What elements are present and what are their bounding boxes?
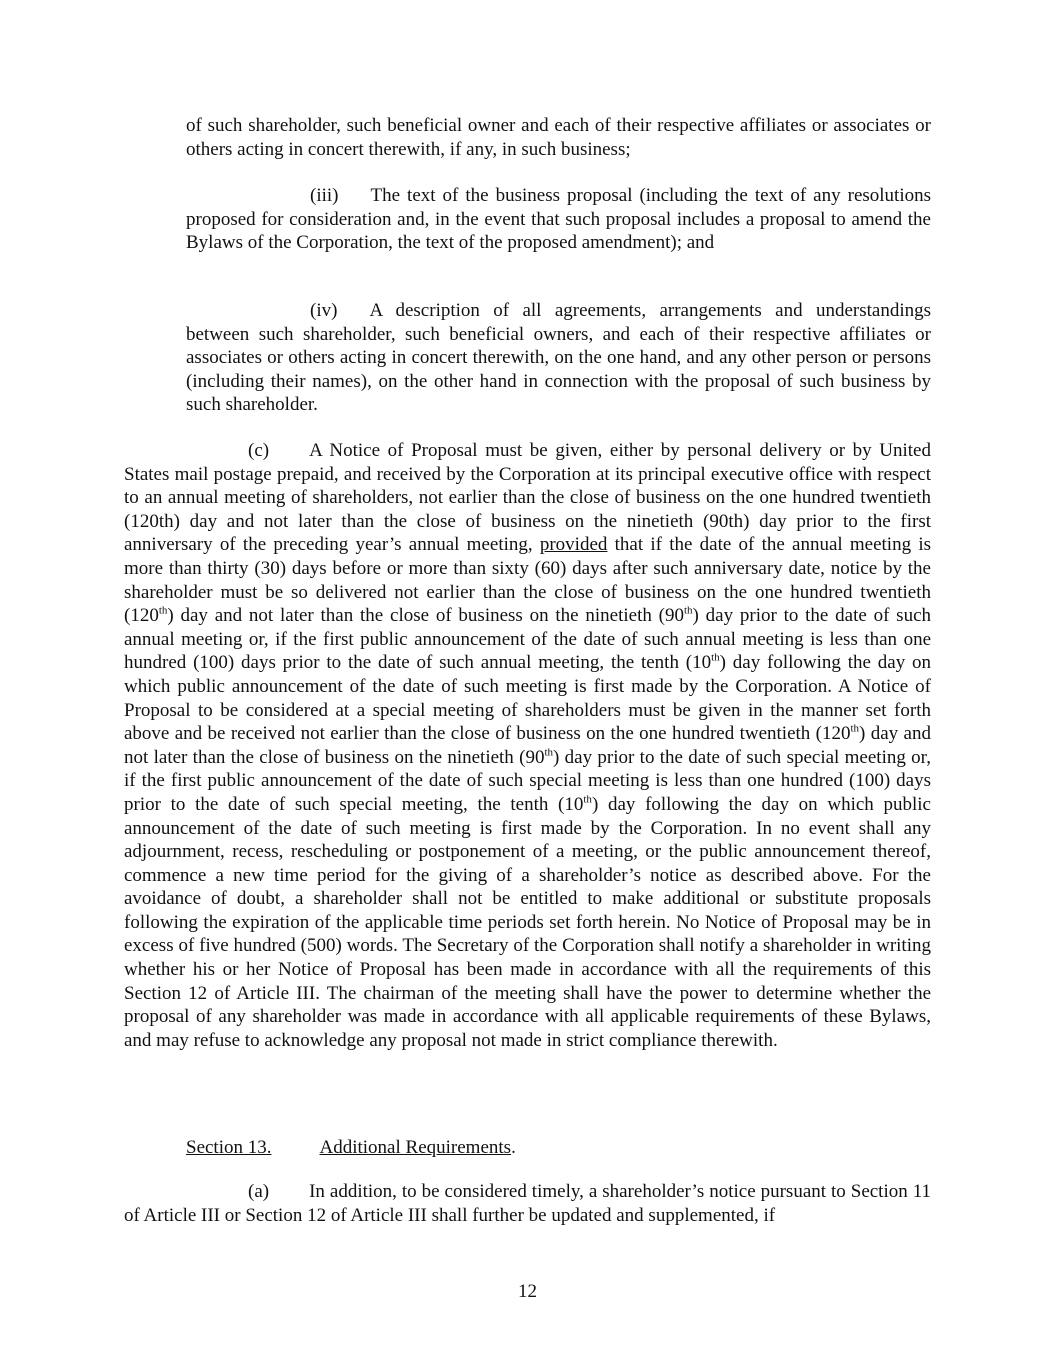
superscript-th: th [544, 746, 554, 759]
clause-label: (a) [248, 1181, 270, 1202]
clause-label: (iv) [310, 300, 338, 321]
text-segment: ) day following the day on which public announcement of the date of such meeting is first made by the Corporation. In no event shall any adjournment, recess, rescheduling or postponement of a meeting, or the public announcement thereof, commence a new time period for the giving of a shareholder’s notice as described above. For the avoidance of doubt, a shareholder shall not be entitled to make additional or substitute proposals following the expiration of the applicable time periods set forth herein. No Notice of Proposal may be in excess of five hundred (500) words. The Secretary of the Corporation shall notify a shareholder in writing whether his or her Notice of Proposal has been made in accordance with all the requirements of this Section 12 of Article III. The chairman of the meeting shall have the power to determine whether the proposal of any shareholder was made in accordance with all applicable requirements of these Bylaws, and may refuse to acknowledge any proposal not made in strict compliance therewith. [124, 793, 931, 1051]
paragraph-iv [186, 299, 931, 417]
section-heading [186, 1136, 516, 1160]
superscript-th: th [850, 722, 860, 735]
text-segment: ) day and not later than the close of business on the ninetieth (90 [167, 605, 684, 627]
paragraph-continuation [186, 114, 931, 161]
page-number: 12 [518, 1281, 537, 1302]
section-title: Additional Requirements [319, 1137, 512, 1158]
clause-text: A description of all agreements, arrangements and understandings between such shareholder, such beneficial owners, and each of their respective affiliates or associates or others acting in concert therewith, on the one hand, and any other person or persons (including their names), on the other hand in connection with the proposal of such business by such shareholder. [186, 300, 931, 416]
clause-label: (iii) [310, 185, 339, 206]
clause-text: The text of the business proposal (including the text of any resolutions proposed for consideration and, in the event that such proposal includes a proposal to amend the Bylaws of the Corporation, the text of the proposed amendment); and [186, 185, 931, 254]
text-segment: A Notice of Proposal must be given, either by personal delivery or by United States mail postage prepaid, and received by the Corporation at its principal executive office with respect to an annual meeting of shareholders, not earlier than the close of business on the one hundred twentieth (120th) day and not later than the close of business on the ninetieth (90th) day prior to the first anniversary of the preceding year’s annual meeting, [124, 440, 931, 556]
clause-text: In addition, to be considered timely, a shareholder’s notice pursuant to Section 11 of Article III or Section 12 of Article III shall further be updated and supplemented, if [124, 1181, 931, 1226]
text-segment: ) day and not later than the close of business on the ninetieth (90 [124, 723, 931, 768]
superscript-th: th [683, 604, 693, 617]
text-segment: ) day prior to the date of such annual meeting or, if the first public announcement of the date of such annual meeting is less than one hundred (100) days prior to the date of such annual meeting, the tenth (10 [124, 605, 931, 674]
superscript-th: th [583, 793, 592, 806]
text-segment: ) day prior to the date of such special meeting or, if the first public announcement of the date of such special meeting is less than one hundred (100) days prior to the date of such special meeting, the tenth (10 [124, 746, 931, 815]
text-segment: that if the date of the annual meeting is more than thirty (30) days before or more than sixty (60) days after such anniversary date, notice by the shareholder must be so delivered not earlier than the close of business on the one hundred twentieth (120 [124, 534, 931, 627]
section-number: Section 13. [186, 1137, 272, 1158]
paragraph-c [124, 439, 931, 1052]
paragraph-iii [186, 184, 931, 255]
superscript-th: th [711, 652, 720, 665]
superscript-th: th [158, 604, 168, 617]
provided-underlined: provided [539, 534, 608, 556]
text-segment: ) day following the day on which public announcement of the date of such meeting is first made by the Corporation. A Notice of Proposal to be considered at a special meeting of shareholders must be given in the manner set forth above and be received not earlier than the close of business on the one hundred twentieth (120 [124, 652, 932, 745]
clause-label: (c) [248, 440, 270, 461]
paragraph-a [124, 1180, 931, 1227]
section-period: . [511, 1137, 516, 1158]
paragraph-text: of such shareholder, such beneficial owner and each of their respective affiliates or associates or others acting in concert therewith, if any, in such business; [186, 115, 931, 160]
